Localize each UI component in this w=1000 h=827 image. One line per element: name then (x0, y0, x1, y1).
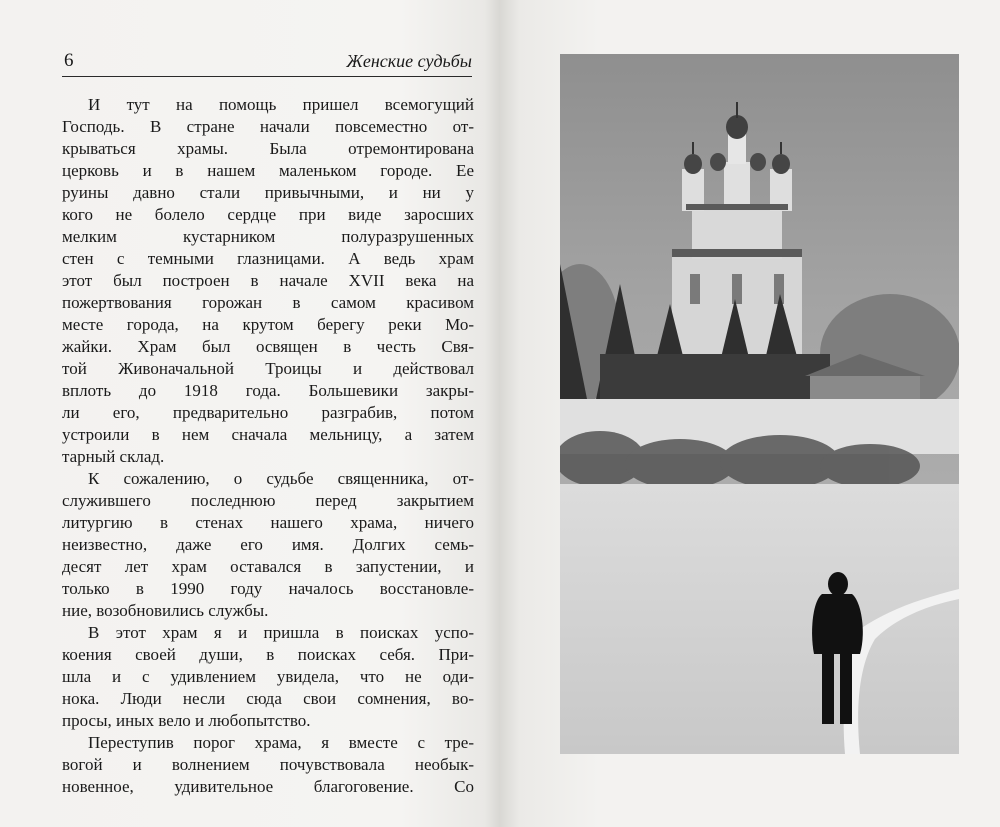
church-winter-photo (560, 54, 959, 754)
text-line: неизвестно, даже его имя. Долгих семь- (62, 535, 474, 554)
text-line: В этот храм я и пришла в поисках успо- (88, 623, 474, 642)
text-line: нока. Люди несли сюда свои сомнения, во- (62, 689, 474, 708)
text-line: только в 1990 году началось восстановле- (62, 579, 474, 598)
text-line: ние, возобновились службы. (62, 601, 269, 620)
page-header (62, 50, 472, 77)
text-line: вогой и волнением почувствовала необык- (62, 755, 474, 774)
text-line: ли его, предварительно разграбив, потом (62, 403, 474, 422)
page-number: 6 (64, 50, 74, 71)
text-line: стен с темными глазницами. А ведь храм (62, 249, 474, 268)
text-line: Господь. В стране начали повсеместно от- (62, 117, 474, 136)
running-title: Женские судьбы (346, 51, 472, 71)
text-line: церковь и в нашем маленьком городе. Ее (62, 161, 474, 180)
text-line: шла и с удивлением увидела, что не оди- (62, 667, 474, 686)
text-line: просы, иных вело и любопытство. (62, 711, 311, 730)
text-line: мелким кустарником полуразрушенных (62, 227, 474, 246)
text-line: коения своей души, в поисках себя. При- (62, 645, 474, 664)
text-line: жайки. Храм был освящен в честь Свя- (62, 337, 474, 356)
text-line: крываться храмы. Была отремонтирована (62, 139, 474, 158)
text-line: этот был построен в начале XVII века на (62, 271, 474, 290)
text-line: кого не болело сердце при виде заросших (62, 205, 474, 224)
text-line: К сожалению, о судьбе священника, от- (88, 469, 474, 488)
text-line: И тут на помощь пришел всемогущий (88, 95, 474, 114)
text-line: тарный склад. (62, 447, 165, 466)
text-line: пожертвования горожан в самом красивом (62, 293, 474, 312)
body-text (62, 94, 474, 798)
text-line: служившего последнюю перед закрытием (62, 491, 474, 510)
text-line: литургию в стенах нашего храма, ничего (62, 513, 474, 532)
text-line: месте города, на крутом берегу реки Мо- (62, 315, 474, 334)
text-line: Переступив порог храма, я вместе с тре- (88, 733, 474, 752)
text-line: той Живоначальной Троицы и действовал (62, 359, 474, 378)
text-line: десят лет храм оставался в запустении, и (62, 557, 474, 576)
text-line: вплоть до 1918 года. Большевики закры- (62, 381, 474, 400)
text-line: устроили в нем сначала мельницу, а затем (62, 425, 474, 444)
text-line: новенное, удивительное благоговение. Со (62, 777, 474, 796)
text-line: руины давно стали привычными, и ни у (62, 183, 474, 202)
